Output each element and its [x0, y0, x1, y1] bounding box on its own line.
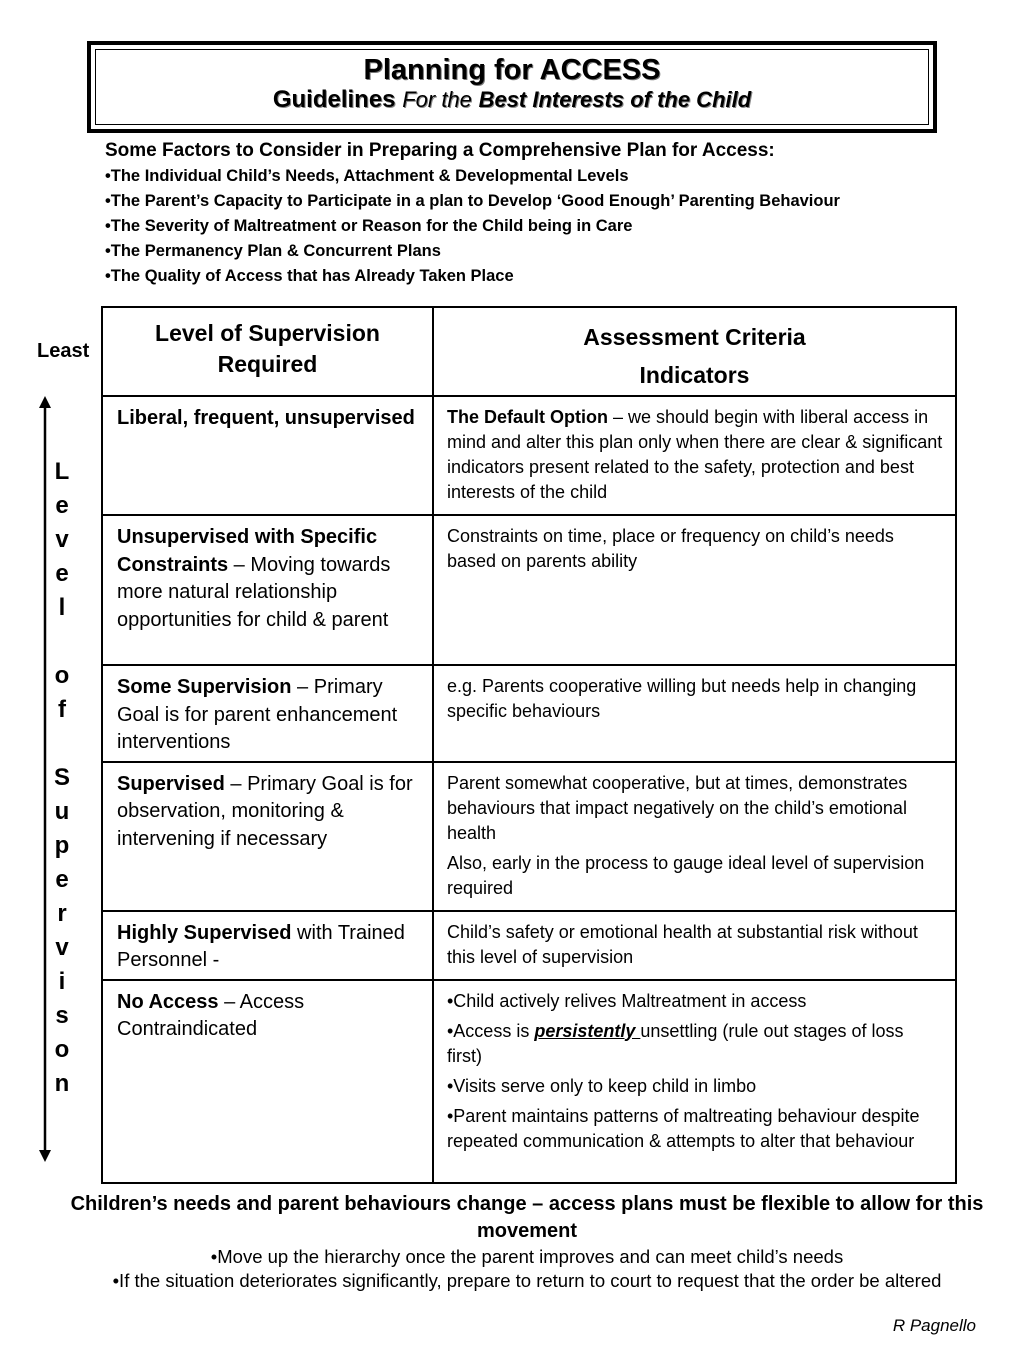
criteria-text: •Parent maintains patterns of maltreating behaviour despite repeated communication & attempts to alter that behaviour	[447, 1105, 920, 1151]
vertical-label-letter: S	[53, 764, 70, 791]
criteria-item	[447, 989, 943, 1014]
vertical-label-letter: l	[58, 594, 66, 621]
factors-heading: Some Factors to Consider in Preparing a Comprehensive Plan for Access:	[105, 140, 775, 161]
table-body	[102, 396, 956, 1183]
vertical-label-letter: n	[54, 1070, 70, 1097]
supervision-level-description: – Primary Goal is for observation, monitoring & intervening if necessary	[117, 772, 413, 850]
table-row	[102, 665, 956, 762]
supervision-level-description: – Access Contraindicated	[117, 990, 305, 1040]
criteria-text: •Visits serve only to keep child in limbo	[447, 1075, 757, 1096]
vertical-label-letter: v	[55, 934, 69, 961]
supervision-level-name: Supervised	[117, 772, 225, 795]
vertical-label-letter: v	[55, 526, 69, 553]
supervision-level-cell	[102, 515, 433, 665]
vertical-label-letter	[50, 727, 74, 761]
table-row	[102, 980, 956, 1183]
subtitle-for-the: For the	[402, 87, 472, 112]
criteria-prefix: •Access is	[447, 1020, 535, 1041]
supervision-level-name: Highly Supervised	[117, 921, 292, 944]
supervision-level-name: Liberal, frequent, unsupervised	[117, 407, 415, 429]
criteria-item	[447, 920, 943, 970]
vertical-label-letter: e	[55, 866, 69, 893]
vertical-level-of-supervision-label	[50, 455, 74, 1101]
vertical-label-letter: i	[58, 968, 66, 995]
vertical-label-letter: o	[54, 662, 70, 689]
criteria-item	[447, 851, 943, 901]
vertical-label-letter: r	[57, 900, 67, 927]
vertical-label-letter: f	[58, 696, 66, 723]
table-row	[102, 396, 956, 515]
criteria-bold-label: The Default Option	[447, 407, 608, 427]
criteria-text: Parent somewhat cooperative, but at times, demonstrates behaviours that impact negatively on the child’s emotional health	[447, 772, 908, 843]
vertical-label-letter: u	[54, 798, 70, 825]
title-box	[87, 41, 937, 133]
assessment-criteria-cell	[433, 515, 956, 665]
assessment-criteria-cell	[433, 762, 956, 911]
supervision-level-cell	[102, 762, 433, 911]
least-label: Least	[37, 340, 90, 362]
vertical-label-letter: L	[54, 458, 70, 485]
supervision-level-description: – Moving towards more natural relationship opportunities for child & parent	[117, 553, 391, 631]
table-header-row	[102, 307, 956, 396]
criteria-item	[447, 771, 943, 846]
vertical-label-letter: o	[54, 1036, 70, 1063]
factor-item: •The Severity of Maltreatment or Reason for the Child being in Care	[105, 217, 633, 235]
supervision-table	[101, 306, 957, 1184]
assessment-criteria-cell	[433, 665, 956, 762]
footer-bullet: •If the situation deteriorates significantly, prepare to return to court to request that the order be altered	[112, 1270, 942, 1291]
supervision-level-cell	[102, 665, 433, 762]
supervision-level-description: with Trained Personnel -	[117, 921, 405, 971]
assessment-criteria-cell	[433, 911, 956, 980]
supervision-level-name: Unsupervised with Specific Constraints	[117, 526, 378, 576]
header-assessment-criteria-line1: Assessment Criteria	[583, 324, 806, 350]
factor-item: •The Individual Child’s Needs, Attachment & Developmental Levels	[105, 167, 629, 185]
title-inner-frame	[95, 49, 929, 125]
criteria-item	[447, 674, 943, 724]
page-title: Planning for ACCESS	[363, 54, 661, 86]
supervision-level-cell	[102, 396, 433, 515]
factors-section	[105, 138, 1005, 289]
criteria-text: Child’s safety or emotional health at substantial risk without this level of supervision	[447, 921, 918, 967]
table-row	[102, 515, 956, 665]
assessment-criteria-cell	[433, 980, 956, 1183]
criteria-item	[447, 1104, 943, 1154]
criteria-item	[447, 524, 943, 574]
criteria-text: Also, early in the process to gauge ideal level of supervision required	[447, 852, 925, 898]
factor-item: •The Permanency Plan & Concurrent Plans	[105, 242, 441, 260]
criteria-text: – we should begin with liberal access in mind and alter this plan only when there are clear & significant indicators present related to the safety, protection and best interests of the child	[447, 407, 943, 502]
header-indicators: Indicators	[639, 362, 750, 388]
header-level-of-supervision: Level of Supervision Required	[102, 307, 433, 396]
vertical-label-letter: e	[55, 492, 69, 519]
subtitle-best-interests: Best Interests of the Child	[478, 87, 752, 112]
author-signature: R Pagnello	[892, 1316, 976, 1335]
vertical-label-letter: e	[55, 560, 69, 587]
criteria-item	[447, 1019, 943, 1069]
table-row	[102, 762, 956, 911]
supervision-level-name: No Access	[117, 990, 219, 1013]
assessment-criteria-cell	[433, 396, 956, 515]
criteria-text: •Child actively relives Maltreatment in access	[447, 990, 807, 1011]
vertical-label-letter: s	[55, 1002, 69, 1029]
criteria-text: Constraints on time, place or frequency on child’s needs based on parents ability	[447, 526, 894, 571]
header-assessment-criteria	[433, 307, 956, 396]
supervision-level-name: Some Supervision	[117, 676, 292, 698]
criteria-text: e.g. Parents cooperative willing but needs help in changing specific behaviours	[447, 676, 917, 721]
criteria-text: unsettling (rule out stages of loss first)	[447, 1020, 904, 1066]
supervision-level-cell	[102, 980, 433, 1183]
table-row	[102, 911, 956, 980]
factor-item: •The Parent’s Capacity to Participate in a plan to Develop ‘Good Enough’ Parenting Behaviour	[105, 192, 840, 210]
footer-main-text: Children’s needs and parent behaviours change – access plans must be flexible to allow for this movement	[70, 1193, 984, 1242]
page-subtitle	[96, 86, 928, 114]
vertical-label-letter	[50, 625, 74, 659]
factor-item: •The Quality of Access that has Already Taken Place	[105, 267, 514, 285]
criteria-item	[447, 405, 943, 505]
subtitle-guidelines: Guidelines	[272, 86, 396, 113]
supervision-level-description: – Primary Goal is for parent enhancement interventions	[117, 676, 398, 753]
supervision-level-cell	[102, 911, 433, 980]
criteria-item	[447, 1074, 943, 1099]
footer-bullet: •Move up the hierarchy once the parent improves and can meet child’s needs	[210, 1246, 844, 1267]
vertical-label-letter: p	[54, 832, 70, 859]
footer-section	[40, 1191, 1014, 1293]
criteria-emphasis: persistently	[534, 1020, 641, 1041]
